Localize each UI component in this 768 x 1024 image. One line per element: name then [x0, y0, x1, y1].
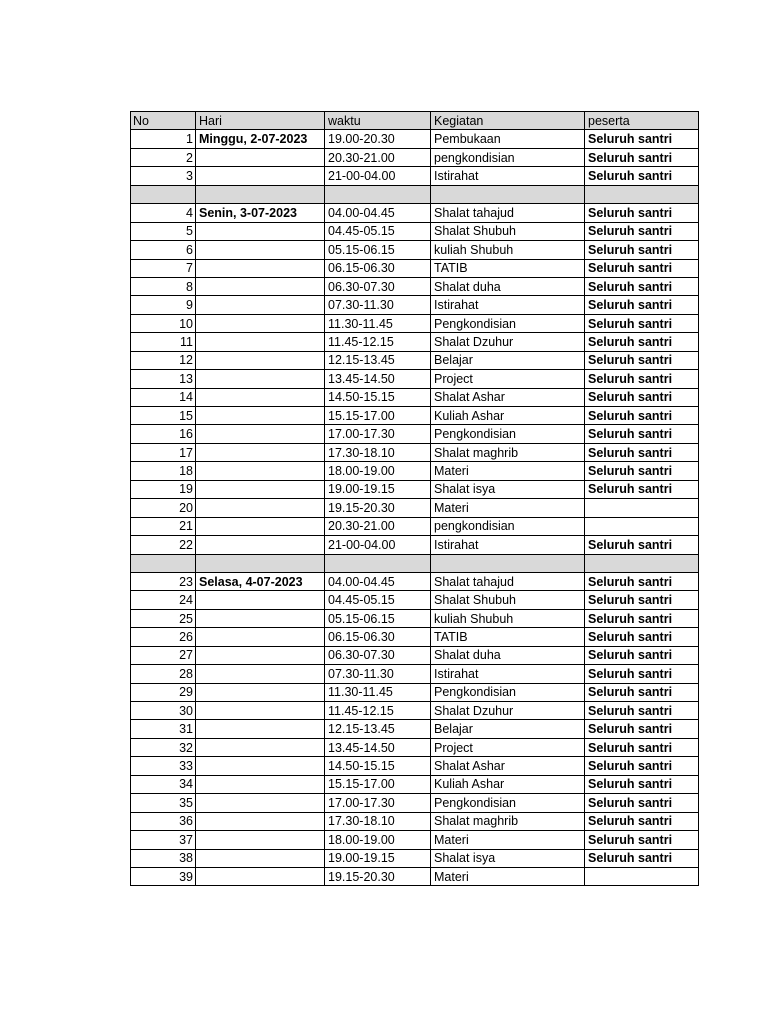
table-row: [131, 480, 699, 498]
row-activity-cell: Shalat isya: [431, 849, 585, 867]
row-time-cell: 18.00-19.00: [325, 462, 431, 480]
row-day-cell: [196, 794, 325, 812]
row-time-cell: 11.45-12.15: [325, 702, 431, 720]
row-activity-cell: TATIB: [431, 628, 585, 646]
row-day-cell: [196, 443, 325, 461]
schedule-table: [130, 111, 699, 886]
row-day-cell: [196, 812, 325, 830]
row-participants-cell: Seluruh santri: [585, 277, 699, 295]
row-no-cell: 14: [131, 388, 196, 406]
row-no-cell: 29: [131, 683, 196, 701]
row-time-cell: 17.30-18.10: [325, 443, 431, 461]
row-participants-cell: Seluruh santri: [585, 130, 699, 148]
table-row: [131, 738, 699, 756]
row-activity-cell: Materi: [431, 831, 585, 849]
table-row: [131, 333, 699, 351]
row-activity-cell: Project: [431, 738, 585, 756]
row-participants-cell: Seluruh santri: [585, 794, 699, 812]
row-activity-cell: Istirahat: [431, 665, 585, 683]
row-participants-cell: Seluruh santri: [585, 222, 699, 240]
row-day-cell: [196, 517, 325, 535]
table-row: [131, 794, 699, 812]
row-no-cell: 4: [131, 204, 196, 222]
row-participants-cell: Seluruh santri: [585, 665, 699, 683]
table-row: [131, 812, 699, 830]
row-no-cell: 38: [131, 849, 196, 867]
row-activity-cell: Belajar: [431, 351, 585, 369]
row-activity-cell: Shalat Shubuh: [431, 222, 585, 240]
row-participants-cell: Seluruh santri: [585, 757, 699, 775]
table-row: [131, 167, 699, 185]
row-day-cell: Selasa, 4-07-2023: [196, 572, 325, 590]
row-participants-cell: Seluruh santri: [585, 314, 699, 332]
table-row: [131, 222, 699, 240]
row-time-cell: 06.30-07.30: [325, 646, 431, 664]
row-time-cell: 20.30-21.00: [325, 517, 431, 535]
row-time-cell: 06.15-06.30: [325, 628, 431, 646]
table-row: [131, 683, 699, 701]
table-row: [131, 499, 699, 517]
table-row: [131, 628, 699, 646]
row-day-cell: [196, 259, 325, 277]
row-day-cell: [196, 222, 325, 240]
row-no-cell: 19: [131, 480, 196, 498]
row-day-cell: [196, 849, 325, 867]
row-time-cell: 11.45-12.15: [325, 333, 431, 351]
row-day-cell: [196, 241, 325, 259]
row-day-cell: [196, 683, 325, 701]
row-activity-cell: pengkondisian: [431, 148, 585, 166]
header-hari: Hari: [196, 112, 325, 130]
table-row: [131, 259, 699, 277]
row-participants-cell: Seluruh santri: [585, 148, 699, 166]
row-time-cell: 13.45-14.50: [325, 738, 431, 756]
table-row: [131, 849, 699, 867]
row-day-cell: [196, 277, 325, 295]
row-participants-cell: Seluruh santri: [585, 628, 699, 646]
row-activity-cell: Kuliah Ashar: [431, 407, 585, 425]
table-row: [131, 646, 699, 664]
row-time-cell: 19.00-19.15: [325, 480, 431, 498]
row-no-cell: 15: [131, 407, 196, 425]
row-activity-cell: Shalat Shubuh: [431, 591, 585, 609]
row-participants-cell: Seluruh santri: [585, 572, 699, 590]
row-no-cell: 17: [131, 443, 196, 461]
table-row: [131, 867, 699, 885]
row-time-cell: 19.00-20.30: [325, 130, 431, 148]
row-no-cell: 3: [131, 167, 196, 185]
row-activity-cell: Shalat tahajud: [431, 204, 585, 222]
table-row: [131, 831, 699, 849]
row-no-cell: 34: [131, 775, 196, 793]
row-participants-cell: Seluruh santri: [585, 370, 699, 388]
row-no-cell: 11: [131, 333, 196, 351]
row-time-cell: 04.00-04.45: [325, 572, 431, 590]
row-no-cell: 25: [131, 609, 196, 627]
row-time-cell: 05.15-06.15: [325, 241, 431, 259]
row-participants-cell: Seluruh santri: [585, 812, 699, 830]
row-day-cell: [196, 370, 325, 388]
row-activity-cell: Pengkondisian: [431, 314, 585, 332]
row-day-cell: [196, 296, 325, 314]
row-participants-cell: Seluruh santri: [585, 683, 699, 701]
row-activity-cell: Project: [431, 370, 585, 388]
row-no-cell: 12: [131, 351, 196, 369]
row-day-cell: [196, 407, 325, 425]
separator-cell: [131, 554, 196, 572]
row-no-cell: 27: [131, 646, 196, 664]
row-time-cell: 12.15-13.45: [325, 720, 431, 738]
row-day-cell: [196, 314, 325, 332]
row-participants-cell: Seluruh santri: [585, 296, 699, 314]
row-participants-cell: Seluruh santri: [585, 443, 699, 461]
separator-cell: [431, 185, 585, 203]
row-time-cell: 21-00-04.00: [325, 167, 431, 185]
row-no-cell: 30: [131, 702, 196, 720]
row-time-cell: 06.30-07.30: [325, 277, 431, 295]
table-row: [131, 148, 699, 166]
row-participants-cell: Seluruh santri: [585, 480, 699, 498]
row-participants-cell: Seluruh santri: [585, 351, 699, 369]
table-row: [131, 591, 699, 609]
row-participants-cell: Seluruh santri: [585, 388, 699, 406]
row-time-cell: 14.50-15.15: [325, 388, 431, 406]
row-no-cell: 20: [131, 499, 196, 517]
row-day-cell: [196, 351, 325, 369]
row-time-cell: 07.30-11.30: [325, 296, 431, 314]
row-activity-cell: Shalat duha: [431, 277, 585, 295]
row-time-cell: 17.30-18.10: [325, 812, 431, 830]
row-activity-cell: Shalat Dzuhur: [431, 333, 585, 351]
row-activity-cell: Shalat maghrib: [431, 443, 585, 461]
row-time-cell: 12.15-13.45: [325, 351, 431, 369]
table-row: [131, 277, 699, 295]
row-activity-cell: Istirahat: [431, 167, 585, 185]
row-no-cell: 13: [131, 370, 196, 388]
row-activity-cell: Shalat tahajud: [431, 572, 585, 590]
row-day-cell: [196, 462, 325, 480]
separator-cell: [431, 554, 585, 572]
row-no-cell: 18: [131, 462, 196, 480]
row-participants-cell: Seluruh santri: [585, 702, 699, 720]
table-row: [131, 241, 699, 259]
header-kegiatan: Kegiatan: [431, 112, 585, 130]
row-participants-cell: [585, 499, 699, 517]
row-time-cell: 06.15-06.30: [325, 259, 431, 277]
row-participants-cell: Seluruh santri: [585, 646, 699, 664]
table-row: [131, 702, 699, 720]
row-no-cell: 6: [131, 241, 196, 259]
separator-cell: [585, 554, 699, 572]
row-participants-cell: Seluruh santri: [585, 204, 699, 222]
day-separator-row: [131, 554, 699, 572]
row-time-cell: 15.15-17.00: [325, 407, 431, 425]
row-no-cell: 9: [131, 296, 196, 314]
table-row: [131, 536, 699, 554]
row-no-cell: 37: [131, 831, 196, 849]
row-time-cell: 19.00-19.15: [325, 849, 431, 867]
row-time-cell: 20.30-21.00: [325, 148, 431, 166]
row-activity-cell: Shalat duha: [431, 646, 585, 664]
table-row: [131, 665, 699, 683]
row-activity-cell: Materi: [431, 462, 585, 480]
row-activity-cell: Pengkondisian: [431, 683, 585, 701]
table-row: [131, 462, 699, 480]
row-no-cell: 1: [131, 130, 196, 148]
row-activity-cell: Shalat Dzuhur: [431, 702, 585, 720]
row-activity-cell: Kuliah Ashar: [431, 775, 585, 793]
row-participants-cell: Seluruh santri: [585, 591, 699, 609]
row-time-cell: 19.15-20.30: [325, 499, 431, 517]
row-participants-cell: Seluruh santri: [585, 259, 699, 277]
row-no-cell: 16: [131, 425, 196, 443]
table-row: [131, 314, 699, 332]
row-activity-cell: Materi: [431, 499, 585, 517]
row-participants-cell: Seluruh santri: [585, 241, 699, 259]
row-activity-cell: kuliah Shubuh: [431, 609, 585, 627]
row-time-cell: 04.45-05.15: [325, 222, 431, 240]
table-row: [131, 443, 699, 461]
row-time-cell: 17.00-17.30: [325, 794, 431, 812]
row-day-cell: [196, 702, 325, 720]
row-time-cell: 07.30-11.30: [325, 665, 431, 683]
row-time-cell: 17.00-17.30: [325, 425, 431, 443]
row-day-cell: Minggu, 2-07-2023: [196, 130, 325, 148]
header-no: No: [131, 112, 196, 130]
row-day-cell: [196, 775, 325, 793]
row-no-cell: 36: [131, 812, 196, 830]
row-day-cell: [196, 867, 325, 885]
table-row: [131, 130, 699, 148]
row-time-cell: 05.15-06.15: [325, 609, 431, 627]
row-day-cell: [196, 388, 325, 406]
row-participants-cell: Seluruh santri: [585, 738, 699, 756]
table-row: [131, 517, 699, 535]
row-activity-cell: Materi: [431, 867, 585, 885]
row-activity-cell: Pengkondisian: [431, 425, 585, 443]
row-time-cell: 04.00-04.45: [325, 204, 431, 222]
table-row: [131, 609, 699, 627]
row-day-cell: [196, 646, 325, 664]
row-time-cell: 13.45-14.50: [325, 370, 431, 388]
row-time-cell: 11.30-11.45: [325, 683, 431, 701]
row-participants-cell: [585, 867, 699, 885]
row-participants-cell: Seluruh santri: [585, 775, 699, 793]
row-no-cell: 32: [131, 738, 196, 756]
row-day-cell: [196, 757, 325, 775]
row-time-cell: 18.00-19.00: [325, 831, 431, 849]
table-row: [131, 572, 699, 590]
table-row: [131, 775, 699, 793]
row-no-cell: 8: [131, 277, 196, 295]
row-day-cell: [196, 831, 325, 849]
row-no-cell: 24: [131, 591, 196, 609]
row-participants-cell: Seluruh santri: [585, 425, 699, 443]
row-no-cell: 33: [131, 757, 196, 775]
separator-cell: [585, 185, 699, 203]
table-row: [131, 351, 699, 369]
row-activity-cell: Shalat maghrib: [431, 812, 585, 830]
separator-cell: [196, 554, 325, 572]
row-no-cell: 23: [131, 572, 196, 590]
row-no-cell: 5: [131, 222, 196, 240]
row-no-cell: 31: [131, 720, 196, 738]
row-activity-cell: Shalat Ashar: [431, 757, 585, 775]
row-time-cell: 15.15-17.00: [325, 775, 431, 793]
row-no-cell: 21: [131, 517, 196, 535]
row-no-cell: 7: [131, 259, 196, 277]
row-activity-cell: Shalat isya: [431, 480, 585, 498]
table-row: [131, 204, 699, 222]
row-activity-cell: Belajar: [431, 720, 585, 738]
row-day-cell: [196, 499, 325, 517]
row-participants-cell: Seluruh santri: [585, 720, 699, 738]
row-activity-cell: kuliah Shubuh: [431, 241, 585, 259]
row-participants-cell: Seluruh santri: [585, 462, 699, 480]
day-separator-row: [131, 185, 699, 203]
row-no-cell: 35: [131, 794, 196, 812]
row-no-cell: 22: [131, 536, 196, 554]
table-row: [131, 425, 699, 443]
row-time-cell: 19.15-20.30: [325, 867, 431, 885]
table-row: [131, 370, 699, 388]
row-participants-cell: Seluruh santri: [585, 407, 699, 425]
table-row: [131, 757, 699, 775]
table-row: [131, 720, 699, 738]
row-participants-cell: Seluruh santri: [585, 831, 699, 849]
row-activity-cell: Istirahat: [431, 296, 585, 314]
row-day-cell: [196, 425, 325, 443]
row-no-cell: 28: [131, 665, 196, 683]
row-day-cell: [196, 167, 325, 185]
separator-cell: [325, 554, 431, 572]
row-day-cell: [196, 609, 325, 627]
row-activity-cell: Istirahat: [431, 536, 585, 554]
row-participants-cell: Seluruh santri: [585, 609, 699, 627]
row-day-cell: [196, 536, 325, 554]
row-participants-cell: Seluruh santri: [585, 333, 699, 351]
row-time-cell: 11.30-11.45: [325, 314, 431, 332]
row-day-cell: [196, 628, 325, 646]
table-row: [131, 388, 699, 406]
separator-cell: [325, 185, 431, 203]
row-participants-cell: [585, 517, 699, 535]
row-time-cell: 14.50-15.15: [325, 757, 431, 775]
row-participants-cell: Seluruh santri: [585, 167, 699, 185]
row-no-cell: 2: [131, 148, 196, 166]
row-no-cell: 26: [131, 628, 196, 646]
row-day-cell: [196, 480, 325, 498]
row-activity-cell: pengkondisian: [431, 517, 585, 535]
table-header-row: [131, 112, 699, 130]
row-participants-cell: Seluruh santri: [585, 849, 699, 867]
header-waktu: waktu: [325, 112, 431, 130]
header-peserta: peserta: [585, 112, 699, 130]
row-activity-cell: Pembukaan: [431, 130, 585, 148]
row-day-cell: [196, 665, 325, 683]
row-day-cell: [196, 591, 325, 609]
row-no-cell: 39: [131, 867, 196, 885]
row-day-cell: [196, 720, 325, 738]
row-activity-cell: TATIB: [431, 259, 585, 277]
row-time-cell: 04.45-05.15: [325, 591, 431, 609]
row-day-cell: [196, 333, 325, 351]
row-day-cell: Senin, 3-07-2023: [196, 204, 325, 222]
row-participants-cell: Seluruh santri: [585, 536, 699, 554]
row-day-cell: [196, 738, 325, 756]
row-activity-cell: Pengkondisian: [431, 794, 585, 812]
row-activity-cell: Shalat Ashar: [431, 388, 585, 406]
row-no-cell: 10: [131, 314, 196, 332]
row-time-cell: 21-00-04.00: [325, 536, 431, 554]
separator-cell: [131, 185, 196, 203]
table-row: [131, 296, 699, 314]
separator-cell: [196, 185, 325, 203]
row-day-cell: [196, 148, 325, 166]
table-row: [131, 407, 699, 425]
